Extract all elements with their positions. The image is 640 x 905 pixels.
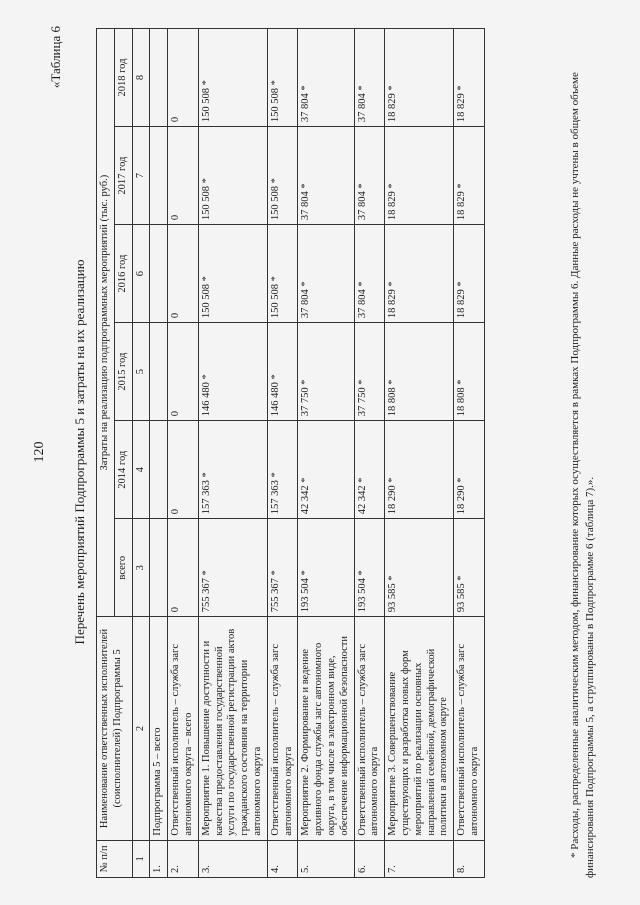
row-number: 7. [385, 840, 454, 877]
cell-2018: 150 508 * [198, 29, 267, 127]
header-year-2016: 2016 год [114, 225, 132, 323]
table-label: «Таблица 6 [48, 26, 63, 89]
cell-2016: 150 508 * [198, 225, 267, 323]
cell-total [150, 519, 168, 617]
cell-2016: 37 804 * [298, 225, 354, 323]
header-row [97, 29, 115, 878]
row-name: Мероприятие 3. Совершенствование существующих и разработка новых форм мероприятий по реализации основных направлений семейной, демографической политики в автономном округе [385, 617, 454, 840]
table-body [150, 29, 484, 878]
cell-2014: 42 342 * [354, 421, 385, 519]
cell-2017: 0 [168, 127, 199, 225]
header-costs-group: Затраты на реализацию подпрограммных мероприятий (тыс. руб.) [97, 29, 115, 617]
column-index: 8 [132, 29, 150, 127]
cell-2014: 42 342 * [298, 421, 354, 519]
row-number: 1. [150, 840, 168, 877]
header-year-2015: 2015 год [114, 323, 132, 421]
table-caption: Перечень мероприятий Подпрограммы 5 и затраты на их реализацию [72, 259, 87, 645]
cell-2014: 0 [168, 421, 199, 519]
cell-2014: 18 290 * [385, 421, 454, 519]
table-row [150, 29, 168, 878]
cell-2018: 150 508 * [267, 29, 298, 127]
column-index: 4 [132, 421, 150, 519]
cell-2018: 37 804 * [354, 29, 385, 127]
footnote: * Расходы, распределенные аналитическим методом, финансирование которых осуществляется в рамках Подпрограммы 6. Данные расходы не учтены в общем объеме финансирования Подпрограммы 5, а сгруппированы в Подпрограмме 6 (таблица 7).». [569, 72, 596, 878]
cell-2017: 150 508 * [267, 127, 298, 225]
column-index: 1 [132, 840, 150, 877]
activities-table [96, 28, 485, 878]
cell-2018 [150, 29, 168, 127]
cell-2015: 37 750 * [354, 323, 385, 421]
page-number: 120 [32, 441, 47, 463]
table-row [454, 29, 485, 878]
header-year-2018: 2018 год [114, 29, 132, 127]
row-number: 2. [168, 840, 199, 877]
row-number: 4. [267, 840, 298, 877]
cell-total: 0 [168, 519, 199, 617]
column-index: 5 [132, 323, 150, 421]
table-row [267, 29, 298, 878]
table-row [298, 29, 354, 878]
rotated-content [20, 12, 620, 892]
column-index: 2 [132, 617, 150, 840]
table-row [198, 29, 267, 878]
cell-total: 193 504 * [354, 519, 385, 617]
header-number: № п/п [97, 840, 133, 877]
cell-2014: 157 363 * [267, 421, 298, 519]
row-name: Мероприятие 1. Повышение доступности и качества предоставления государственной услуги по государственной регистрации актов гражданского состояния на территории автономного округа [198, 617, 267, 840]
cell-2016: 150 508 * [267, 225, 298, 323]
cell-total: 755 367 * [198, 519, 267, 617]
cell-total: 93 585 * [385, 519, 454, 617]
row-name: Мероприятие 2. Формирование и ведение архивного фонда службы загс автономного округа, в том числе в электронном виде, обеспечение информационной безопасности [298, 617, 354, 840]
table-row [354, 29, 385, 878]
cell-2017: 18 829 * [385, 127, 454, 225]
table-row [168, 29, 199, 878]
row-number: 5. [298, 840, 354, 877]
cell-2016: 0 [168, 225, 199, 323]
row-number: 6. [354, 840, 385, 877]
cell-2017: 150 508 * [198, 127, 267, 225]
cell-2017 [150, 127, 168, 225]
row-number: 8. [454, 840, 485, 877]
table-row [385, 29, 454, 878]
cell-2014: 157 363 * [198, 421, 267, 519]
cell-2015: 146 480 * [198, 323, 267, 421]
row-name: Ответственный исполнитель – служба загс автономного округа [267, 617, 298, 840]
row-number: 3. [198, 840, 267, 877]
header-year-2017: 2017 год [114, 127, 132, 225]
cell-2017: 37 804 * [354, 127, 385, 225]
cell-total: 755 367 * [267, 519, 298, 617]
cell-2015: 18 808 * [454, 323, 485, 421]
cell-2018: 0 [168, 29, 199, 127]
cell-2015: 146 480 * [267, 323, 298, 421]
header-year-2014: 2014 год [114, 421, 132, 519]
cell-2016 [150, 225, 168, 323]
cell-2015: 18 808 * [385, 323, 454, 421]
cell-2017: 37 804 * [298, 127, 354, 225]
row-name: Ответственный исполнитель – служба загс автономного округа – всего [168, 617, 199, 840]
cell-2018: 18 829 * [385, 29, 454, 127]
cell-2015 [150, 323, 168, 421]
cell-total: 93 585 * [454, 519, 485, 617]
header-year-total: всего [114, 519, 132, 617]
column-index: 7 [132, 127, 150, 225]
cell-2016: 37 804 * [354, 225, 385, 323]
cell-2018: 37 804 * [298, 29, 354, 127]
column-index: 6 [132, 225, 150, 323]
cell-2017: 18 829 * [454, 127, 485, 225]
cell-2014 [150, 421, 168, 519]
cell-2016: 18 829 * [454, 225, 485, 323]
cell-total: 193 504 * [298, 519, 354, 617]
row-name: Ответственный исполнитель – служба загс автономного округа [454, 617, 485, 840]
row-name: Ответственный исполнитель – служба загс автономного округа [354, 617, 385, 840]
column-index-row [132, 29, 150, 878]
column-index: 3 [132, 519, 150, 617]
cell-2015: 0 [168, 323, 199, 421]
cell-2015: 37 750 * [298, 323, 354, 421]
header-executor: Наименование ответственных исполнителей (соисполнителей) Подпрограммы 5 [97, 617, 133, 840]
row-name: Подпрограмма 5 – всего [150, 617, 168, 840]
cell-2016: 18 829 * [385, 225, 454, 323]
cell-2014: 18 290 * [454, 421, 485, 519]
cell-2018: 18 829 * [454, 29, 485, 127]
